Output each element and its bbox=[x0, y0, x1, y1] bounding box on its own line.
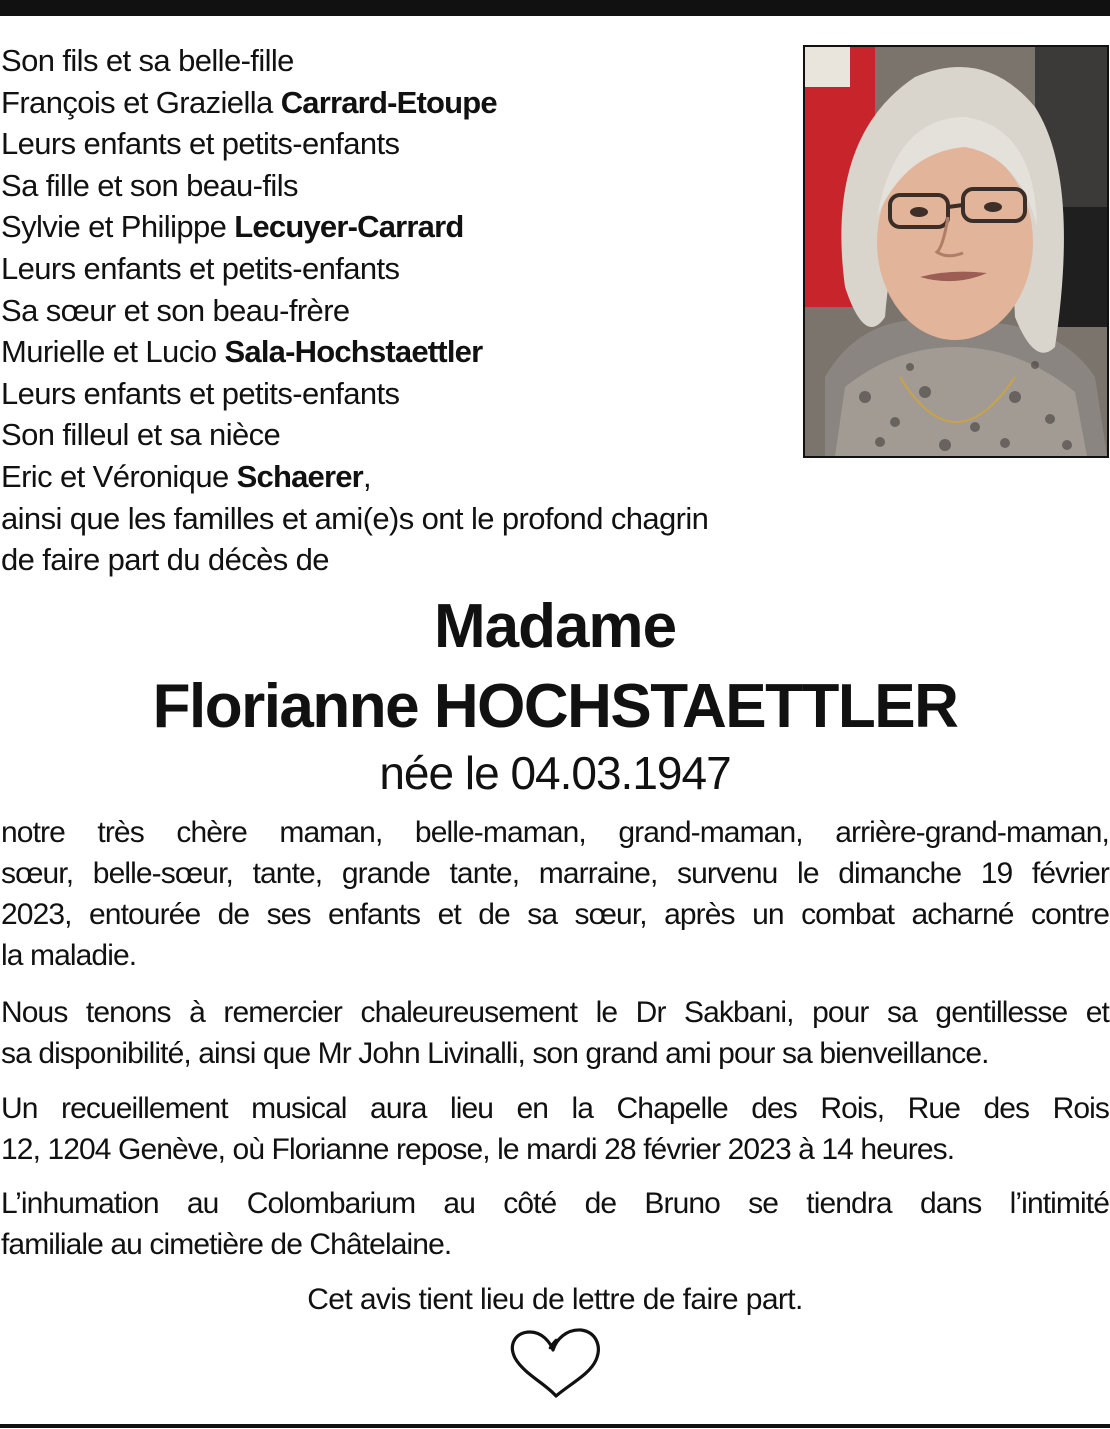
family-line: Sa fille et son beau-fils bbox=[1, 167, 298, 203]
portrait-illustration bbox=[805, 47, 1107, 456]
paragraph-line: Un recueillement musical aura lieu en la Chapelle des Rois, Rue des Rois bbox=[1, 1092, 1109, 1125]
honorific-heading: Madame bbox=[433, 592, 677, 661]
family-line: Eric et Véronique Schaerer, bbox=[1, 458, 371, 494]
portrait-photo bbox=[803, 45, 1109, 458]
paragraph-line: notre très chère maman, belle-maman, grand-maman, arrière-grand-maman, bbox=[1, 816, 1109, 849]
family-line: Leurs enfants et petits-enfants bbox=[1, 126, 400, 162]
family-line: François et Graziella Carrard-Etoupe bbox=[1, 84, 497, 120]
paragraph-line: la maladie. bbox=[1, 939, 137, 972]
top-border-rule bbox=[0, 0, 1110, 16]
family-line: ainsi que les familles et ami(e)s ont le profond chagrin bbox=[1, 500, 709, 536]
family-line: Leurs enfants et petits-enfants bbox=[1, 250, 400, 286]
paragraph-line: Nous tenons à remercier chaleureusement le Dr Sakbani, pour sa gentillesse et bbox=[1, 996, 1109, 1029]
family-line: Sylvie et Philippe Lecuyer-Carrard bbox=[1, 209, 464, 245]
birth-date: née le 04.03.1947 bbox=[379, 747, 731, 799]
paragraph-line: L’inhumation au Colombarium au côté de Bruno se tiendra dans l’intimité bbox=[1, 1187, 1109, 1220]
ceremony-paragraph bbox=[1, 1088, 1109, 1170]
heart-icon bbox=[506, 1326, 604, 1400]
bottom-border-rule bbox=[0, 1424, 1110, 1428]
paragraph-line: familiale au cimetière de Châtelaine. bbox=[1, 1228, 452, 1261]
family-line: Sa sœur et son beau-frère bbox=[1, 292, 350, 328]
announcement-paragraph bbox=[1, 812, 1109, 976]
thanks-paragraph bbox=[1, 992, 1109, 1074]
paragraph-line: 2023, entourée de ses enfants et de sa sœur, après un combat acharné contre bbox=[1, 898, 1109, 931]
family-line: Leurs enfants et petits-enfants bbox=[1, 375, 400, 411]
family-line: de faire part du décès de bbox=[1, 542, 329, 578]
burial-paragraph bbox=[1, 1183, 1109, 1265]
family-line: Son filleul et sa nièce bbox=[1, 417, 281, 453]
paragraph-line: 12, 1204 Genève, où Florianne repose, le mardi 28 février 2023 à 14 heures. bbox=[1, 1133, 955, 1166]
paragraph-line: sa disponibilité, ainsi que Mr John Livinalli, son grand ami pour sa bienveillance. bbox=[1, 1037, 989, 1070]
paragraph-line: sœur, belle-sœur, tante, grande tante, marraine, survenu le dimanche 19 février bbox=[1, 857, 1109, 890]
family-line: Murielle et Lucio Sala-Hochstaettler bbox=[1, 334, 483, 370]
family-line: Son fils et sa belle-fille bbox=[1, 43, 294, 78]
closing-note: Cet avis tient lieu de lettre de faire part. bbox=[307, 1283, 803, 1316]
deceased-name-heading: Florianne HOCHSTAETTLER bbox=[152, 672, 958, 741]
family-announcement bbox=[1, 40, 801, 581]
